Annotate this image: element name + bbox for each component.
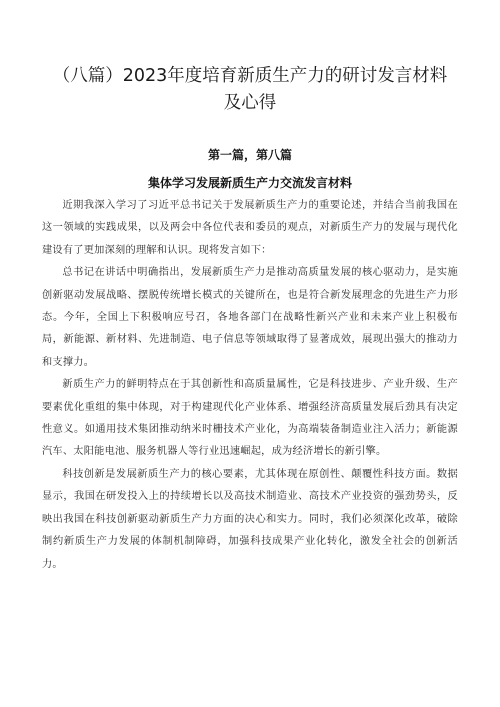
body-text	[42, 195, 458, 576]
section-heading: 第一篇，第八篇	[207, 148, 292, 162]
paragraph-4: 科技创新是发展新质生产力的核心要素，尤其体现在原创性、颠覆性科技方面。数据显示，我国在研发投入上的持续增长以及高技术制造业、高技术产业投资的强劲势头，反映出我国在科技创新驱动新质生产力方面的决心和实力。同时，我们必须深化改革，破除制约新质生产力发展的体制机制障碍，加强科技成果产业化转化，激发全社会的创新活力。	[42, 468, 458, 570]
paragraph-2: 总书记在讲话中明确指出，发展新质生产力是推动高质量发展的核心驱动力，是实施创新驱动发展战略、摆脱传统增长模式的关键所在，也是符合新发展理念的先进生产力形态。今年，全国上下积极响应号召，各地各部门在战略性新兴产业和未来产业上积极布局，新能源、新材料、先进制造、电子信息等领域取得了显著成效，展现出强大的推动力和支撑力。	[42, 267, 458, 368]
document-title: （八篇）2023年度培育新质生产力的研讨发言材料及心得	[52, 66, 448, 113]
paragraph-3: 新质生产力的鲜明特点在于其创新性和高质量属性，它是科技进步、产业升级、生产要素优化重组的集中体现，对于构建现代化产业体系、增强经济高质量发展后劲具有决定性意义。如通用技术集团推动纳米时栅技术产业化，为高端装备制造业注入活力；新能源汽车、太阳能电池、服务机器人等行业迅速崛起，成为经济增长的新引擎。	[42, 379, 458, 458]
section-subtitle: 集体学习发展新质生产力交流发言材料	[147, 176, 352, 190]
paragraph-1: 近期我深入学习了习近平总书记关于发展新质生产力的重要论述，并结合当前我国在这一领域的实践成果，以及两会中各位代表和委员的观点，对新质生产力的发展与现代化建设有了更加深刻的理解和认识。现将发言如下：	[42, 200, 458, 256]
